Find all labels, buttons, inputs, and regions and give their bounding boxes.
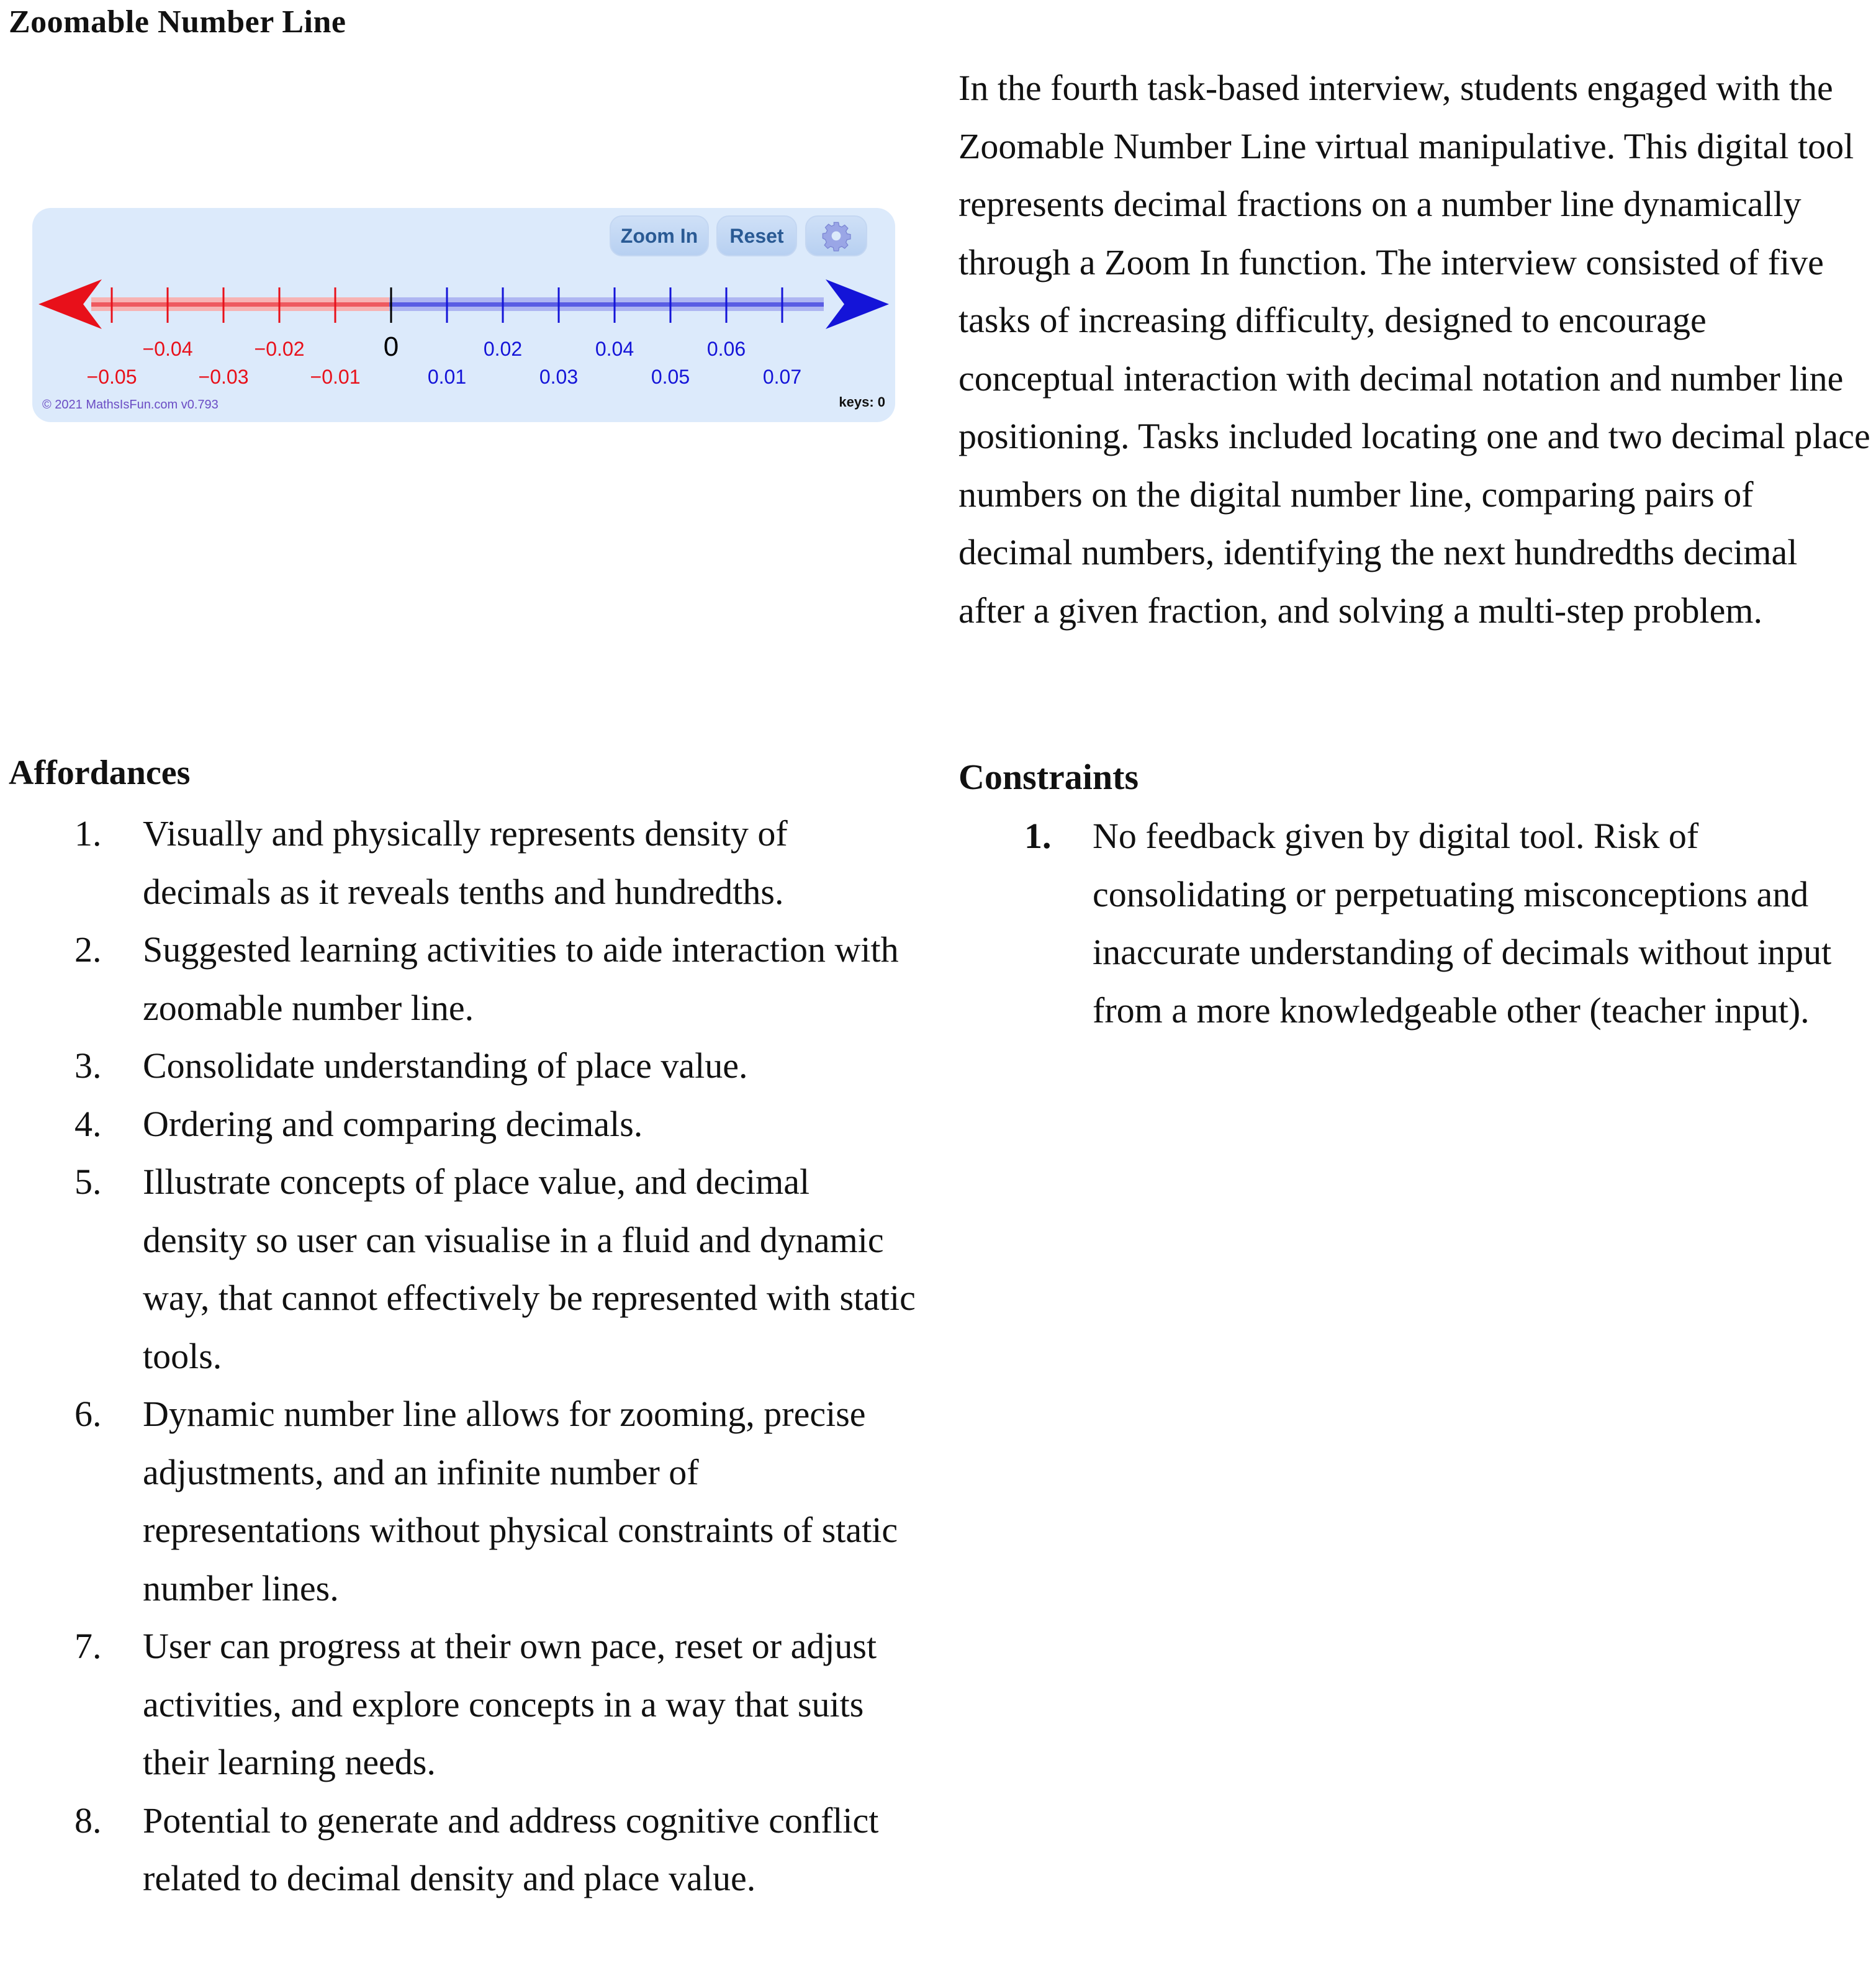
list-item: 1. No feedback given by digital tool. Risk of consolidating or perpetuating misconceptions and inaccurate understanding of decimals without input from a more knowledgeable other (teacher input). [1024, 816, 1832, 1031]
tick-label: 0.02 [483, 338, 523, 360]
copyright-text: © 2021 MathsIsFun.com v0.793 [42, 398, 219, 412]
constraints-list [958, 807, 1871, 1039]
tick-label: −0.01 [310, 366, 361, 388]
tick-label: −0.05 [86, 366, 137, 388]
zoomable-number-line-widget[interactable] [32, 208, 895, 422]
tick-label: 0.07 [762, 366, 802, 388]
list-item: 8. Potential to generate and address cognitive conflict related to decimal density and place value. [74, 1800, 879, 1898]
affordances-list [9, 805, 921, 1908]
tick-label: 0.04 [595, 338, 634, 360]
description-paragraph: In the fourth task-based interview, students engaged with the Zoomable Number Line virtual manipulative. This digital tool represents decimal fractions on a number line dynamically through a Zoom In function. The interview consisted of five tasks of increasing difficulty, designed to encourage conceptual interaction with decimal notation and number line positioning. Tasks included locating one and two decimal place numbers on the digital number line, comparing pairs of decimal numbers, identifying the next hundredths decimal after a given fraction, and solving a multi-step problem. [958, 68, 1870, 631]
list-item: 1. Visually and physically represents density of decimals as it reveals tenths and hundredths. [74, 813, 788, 912]
tick-label: 0.01 [427, 366, 467, 388]
gear-icon [820, 220, 852, 252]
list-item: 5. Illustrate concepts of place value, and decimal density so user can visualise in a fluid and dynamic way, that cannot effectively be represented with static tools. [74, 1161, 916, 1376]
list-item: 2. Suggested learning activities to aide interaction with zoomable number line. [74, 929, 899, 1028]
tick-label: −0.02 [254, 338, 305, 360]
constraints-heading: Constraints [958, 757, 1139, 797]
tick-label: 0.03 [539, 366, 579, 388]
section-title: Zoomable Number Line [9, 4, 346, 40]
settings-button[interactable] [805, 215, 867, 256]
zoom-in-button[interactable]: Zoom In [610, 215, 709, 256]
list-item: 3. Consolidate understanding of place value. [74, 1045, 748, 1086]
list-item: 6. Dynamic number line allows for zooming, precise adjustments, and an infinite number of representations without physical constraints of static number lines. [74, 1394, 898, 1608]
tick-label: −0.03 [198, 366, 249, 388]
list-item: 4. Ordering and comparing decimals. [74, 1103, 643, 1144]
list-item: 7. User can progress at their own pace, reset or adjust activities, and explore concepts in a way that suits their learning needs. [74, 1626, 877, 1782]
description-column [958, 59, 1871, 639]
zero-label: 0 [383, 332, 399, 362]
right-arrow-icon[interactable] [826, 279, 889, 329]
tick-label: 0.05 [651, 366, 690, 388]
affordances-heading: Affordances [9, 754, 191, 792]
tick-label: 0.06 [706, 338, 746, 360]
keys-counter: keys: 0 [839, 394, 885, 410]
reset-button[interactable]: Reset [716, 215, 797, 256]
tick-label: −0.04 [142, 338, 193, 360]
